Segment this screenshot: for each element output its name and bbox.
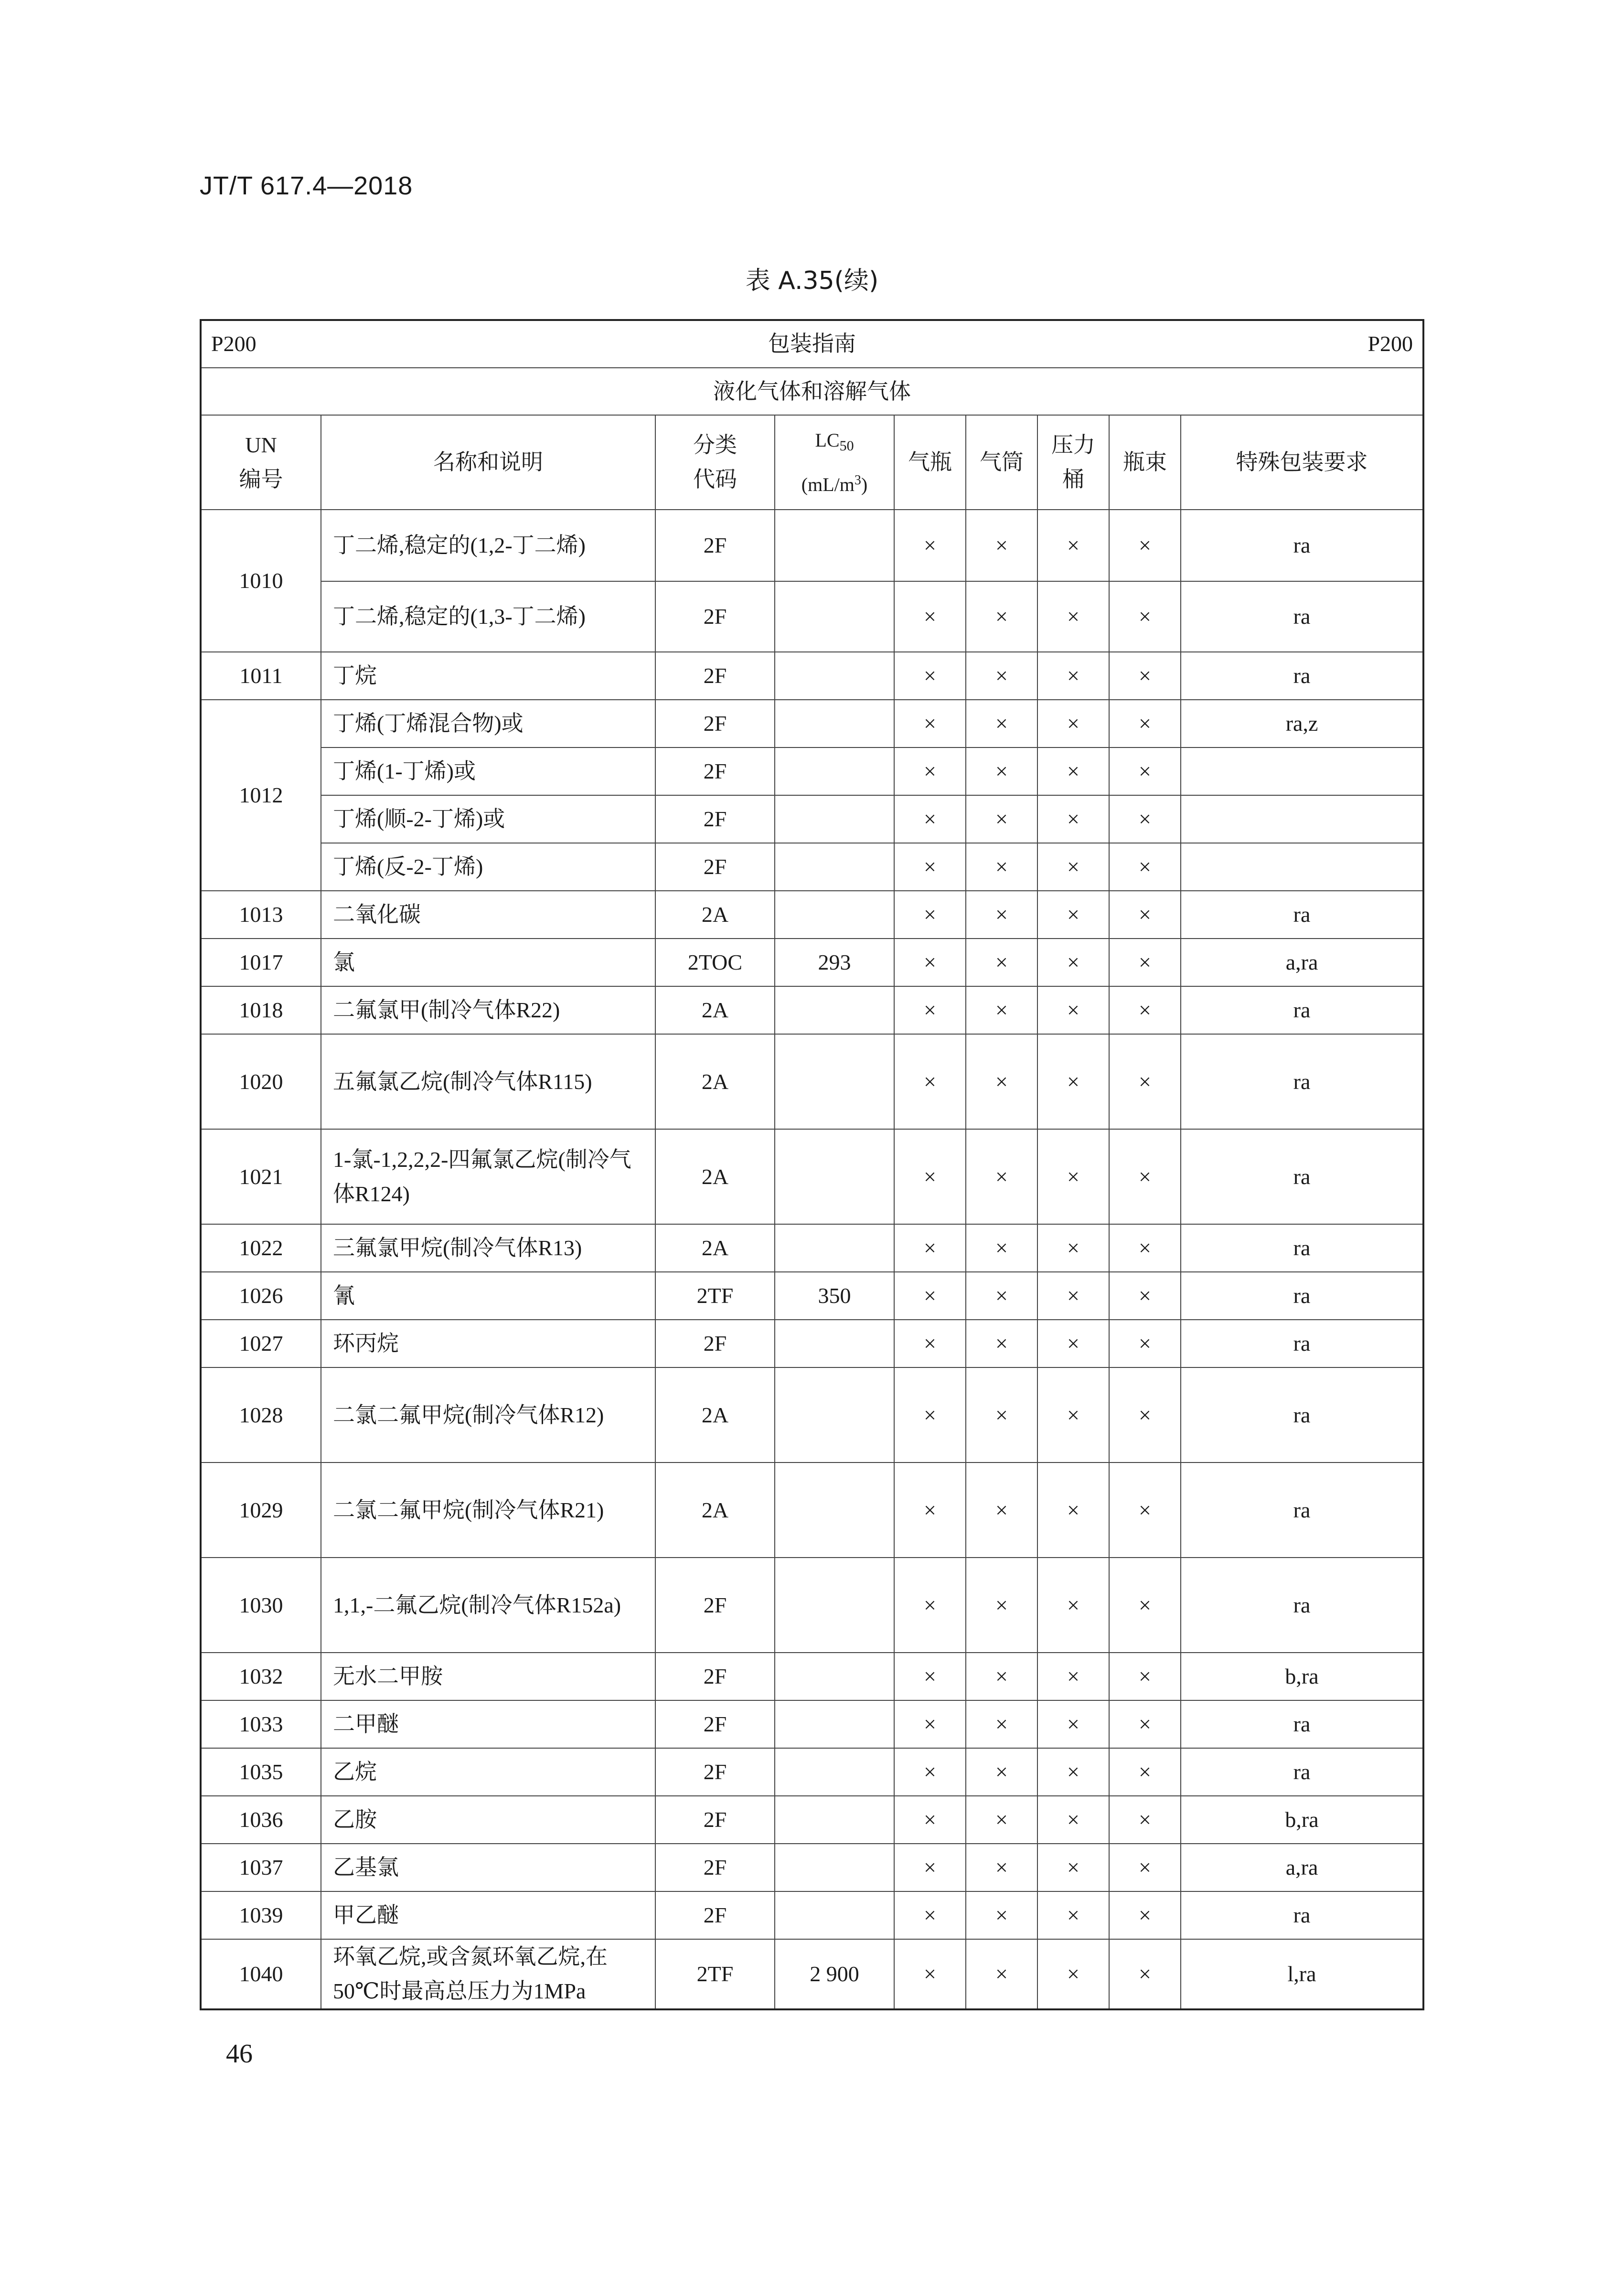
table-row bbox=[201, 652, 1423, 700]
cell-cylinder: × bbox=[894, 1463, 966, 1558]
instruction-code-left: P200 bbox=[211, 331, 256, 356]
cell-special: ra bbox=[1181, 1463, 1423, 1558]
cell-name: 丁烯(反-2-丁烯) bbox=[321, 843, 655, 891]
cell-un-number: 1010 bbox=[201, 510, 321, 652]
cell-un-number: 1017 bbox=[201, 939, 321, 986]
col-header-code: 分类 代码 bbox=[655, 415, 775, 510]
cell-lc50 bbox=[775, 510, 894, 581]
cell-code: 2F bbox=[655, 1320, 775, 1367]
cell-lc50 bbox=[775, 581, 894, 652]
cell-lc50 bbox=[775, 1034, 894, 1129]
cell-name: 无水二甲胺 bbox=[321, 1653, 655, 1700]
cell-tube: × bbox=[966, 1653, 1037, 1700]
cell-special: ra,z bbox=[1181, 700, 1423, 747]
cell-code: 2TOC bbox=[655, 939, 775, 986]
cell-name: 丁烷 bbox=[321, 652, 655, 700]
cell-lc50 bbox=[775, 1463, 894, 1558]
table-row bbox=[201, 843, 1423, 891]
cell-lc50 bbox=[775, 1748, 894, 1796]
cell-lc50 bbox=[775, 1700, 894, 1748]
cell-cylinder: × bbox=[894, 1700, 966, 1748]
cell-drum: × bbox=[1037, 1939, 1109, 2009]
table-row bbox=[201, 1939, 1423, 2009]
cell-cylinder: × bbox=[894, 1748, 966, 1796]
cell-un-number: 1032 bbox=[201, 1653, 321, 1700]
cell-lc50 bbox=[775, 1558, 894, 1653]
table-row bbox=[201, 1891, 1423, 1939]
packing-instruction-table bbox=[200, 319, 1424, 2010]
cell-special: ra bbox=[1181, 891, 1423, 939]
cell-code: 2A bbox=[655, 1129, 775, 1224]
cell-drum: × bbox=[1037, 1129, 1109, 1224]
cell-code: 2A bbox=[655, 986, 775, 1034]
cell-cylinder: × bbox=[894, 986, 966, 1034]
table-row bbox=[201, 700, 1423, 747]
cell-drum: × bbox=[1037, 1891, 1109, 1939]
cell-bundle: × bbox=[1109, 1700, 1181, 1748]
cell-cylinder: × bbox=[894, 510, 966, 581]
table-row bbox=[201, 747, 1423, 795]
cell-tube: × bbox=[966, 1272, 1037, 1320]
cell-drum: × bbox=[1037, 843, 1109, 891]
standard-code: JT/T 617.4—2018 bbox=[200, 171, 413, 200]
cell-lc50: 293 bbox=[775, 939, 894, 986]
cell-special: a,ra bbox=[1181, 939, 1423, 986]
cell-drum: × bbox=[1037, 747, 1109, 795]
cell-special: l,ra bbox=[1181, 1939, 1423, 2009]
cell-special: ra bbox=[1181, 1700, 1423, 1748]
table-row bbox=[201, 986, 1423, 1034]
cell-cylinder: × bbox=[894, 1844, 966, 1891]
cell-cylinder: × bbox=[894, 1796, 966, 1844]
instruction-code-right: P200 bbox=[1368, 331, 1413, 356]
cell-cylinder: × bbox=[894, 1891, 966, 1939]
cell-drum: × bbox=[1037, 1320, 1109, 1367]
cell-code: 2A bbox=[655, 1367, 775, 1463]
cell-special: ra bbox=[1181, 1320, 1423, 1367]
cell-cylinder: × bbox=[894, 891, 966, 939]
cell-tube: × bbox=[966, 747, 1037, 795]
cell-code: 2A bbox=[655, 1224, 775, 1272]
cell-cylinder: × bbox=[894, 795, 966, 843]
cell-code: 2F bbox=[655, 1796, 775, 1844]
col-header-cylinder: 气瓶 bbox=[894, 415, 966, 510]
cell-lc50: 2 900 bbox=[775, 1939, 894, 2009]
cell-name: 氯 bbox=[321, 939, 655, 986]
cell-tube: × bbox=[966, 1939, 1037, 2009]
cell-un-number: 1029 bbox=[201, 1463, 321, 1558]
cell-special: ra bbox=[1181, 510, 1423, 581]
cell-code: 2F bbox=[655, 1558, 775, 1653]
col-header-drum: 压力桶 bbox=[1037, 415, 1109, 510]
cell-tube: × bbox=[966, 1367, 1037, 1463]
cell-bundle: × bbox=[1109, 1939, 1181, 2009]
cell-code: 2F bbox=[655, 1700, 775, 1748]
cell-bundle: × bbox=[1109, 843, 1181, 891]
cell-bundle: × bbox=[1109, 1034, 1181, 1129]
cell-code: 2F bbox=[655, 843, 775, 891]
cell-lc50 bbox=[775, 891, 894, 939]
cell-drum: × bbox=[1037, 652, 1109, 700]
instruction-header-row bbox=[201, 320, 1423, 368]
cell-un-number: 1021 bbox=[201, 1129, 321, 1224]
cell-code: 2F bbox=[655, 1748, 775, 1796]
cell-tube: × bbox=[966, 795, 1037, 843]
table-row bbox=[201, 1796, 1423, 1844]
cell-name: 丁二烯,稳定的(1,2-丁二烯) bbox=[321, 510, 655, 581]
cell-code: 2F bbox=[655, 747, 775, 795]
table-row bbox=[201, 1844, 1423, 1891]
column-header-row bbox=[201, 415, 1423, 510]
cell-name: 丁烯(顺-2-丁烯)或 bbox=[321, 795, 655, 843]
cell-bundle: × bbox=[1109, 1367, 1181, 1463]
cell-special bbox=[1181, 795, 1423, 843]
cell-un-number: 1036 bbox=[201, 1796, 321, 1844]
cell-bundle: × bbox=[1109, 939, 1181, 986]
cell-lc50 bbox=[775, 652, 894, 700]
cell-special: b,ra bbox=[1181, 1796, 1423, 1844]
cell-bundle: × bbox=[1109, 1320, 1181, 1367]
cell-special: ra bbox=[1181, 1748, 1423, 1796]
cell-tube: × bbox=[966, 1034, 1037, 1129]
cell-cylinder: × bbox=[894, 747, 966, 795]
col-header-tube: 气筒 bbox=[966, 415, 1037, 510]
cell-name: 五氟氯乙烷(制冷气体R115) bbox=[321, 1034, 655, 1129]
cell-cylinder: × bbox=[894, 1367, 966, 1463]
cell-name: 二氧化碳 bbox=[321, 891, 655, 939]
cell-drum: × bbox=[1037, 1224, 1109, 1272]
cell-drum: × bbox=[1037, 1558, 1109, 1653]
cell-lc50 bbox=[775, 1224, 894, 1272]
cell-drum: × bbox=[1037, 700, 1109, 747]
table-row bbox=[201, 1700, 1423, 1748]
cell-drum: × bbox=[1037, 1034, 1109, 1129]
cell-name: 丁二烯,稳定的(1,3-丁二烯) bbox=[321, 581, 655, 652]
cell-name: 1,1,-二氟乙烷(制冷气体R152a) bbox=[321, 1558, 655, 1653]
page-number: 46 bbox=[226, 2039, 253, 2069]
cell-lc50 bbox=[775, 986, 894, 1034]
table-row bbox=[201, 1558, 1423, 1653]
cell-special: ra bbox=[1181, 1272, 1423, 1320]
section-title-row bbox=[201, 368, 1423, 415]
cell-code: 2TF bbox=[655, 1939, 775, 2009]
table-row bbox=[201, 1748, 1423, 1796]
cell-lc50 bbox=[775, 747, 894, 795]
cell-bundle: × bbox=[1109, 1653, 1181, 1700]
table-row bbox=[201, 795, 1423, 843]
cell-tube: × bbox=[966, 986, 1037, 1034]
cell-un-number: 1022 bbox=[201, 1224, 321, 1272]
cell-lc50 bbox=[775, 1796, 894, 1844]
col-header-un: UN 编号 bbox=[201, 415, 321, 510]
cell-tube: × bbox=[966, 939, 1037, 986]
cell-code: 2A bbox=[655, 1463, 775, 1558]
cell-code: 2F bbox=[655, 1653, 775, 1700]
table-row bbox=[201, 1272, 1423, 1320]
cell-code: 2A bbox=[655, 1034, 775, 1129]
cell-code: 2F bbox=[655, 510, 775, 581]
table-row bbox=[201, 939, 1423, 986]
cell-bundle: × bbox=[1109, 1748, 1181, 1796]
cell-drum: × bbox=[1037, 1463, 1109, 1558]
cell-un-number: 1030 bbox=[201, 1558, 321, 1653]
cell-cylinder: × bbox=[894, 1224, 966, 1272]
cell-name: 二氟氯甲(制冷气体R22) bbox=[321, 986, 655, 1034]
cell-name: 环丙烷 bbox=[321, 1320, 655, 1367]
cell-bundle: × bbox=[1109, 1891, 1181, 1939]
cell-lc50: 350 bbox=[775, 1272, 894, 1320]
cell-tube: × bbox=[966, 652, 1037, 700]
table-row bbox=[201, 1653, 1423, 1700]
cell-un-number: 1040 bbox=[201, 1939, 321, 2009]
cell-bundle: × bbox=[1109, 1129, 1181, 1224]
cell-drum: × bbox=[1037, 1844, 1109, 1891]
cell-code: 2F bbox=[655, 652, 775, 700]
cell-name: 氰 bbox=[321, 1272, 655, 1320]
cell-name: 环氧乙烷,或含氮环氧乙烷,在50℃时最高总压力为1MPa bbox=[321, 1939, 655, 2009]
cell-lc50 bbox=[775, 795, 894, 843]
cell-name: 乙烷 bbox=[321, 1748, 655, 1796]
cell-cylinder: × bbox=[894, 652, 966, 700]
cell-name: 二氯二氟甲烷(制冷气体R21) bbox=[321, 1463, 655, 1558]
cell-drum: × bbox=[1037, 939, 1109, 986]
cell-code: 2F bbox=[655, 700, 775, 747]
cell-tube: × bbox=[966, 1224, 1037, 1272]
cell-un-number: 1027 bbox=[201, 1320, 321, 1367]
cell-cylinder: × bbox=[894, 581, 966, 652]
cell-drum: × bbox=[1037, 795, 1109, 843]
table-row bbox=[201, 1463, 1423, 1558]
table-row bbox=[201, 1320, 1423, 1367]
cell-un-number: 1035 bbox=[201, 1748, 321, 1796]
cell-code: 2F bbox=[655, 581, 775, 652]
cell-name: 乙胺 bbox=[321, 1796, 655, 1844]
cell-special: ra bbox=[1181, 1891, 1423, 1939]
cell-tube: × bbox=[966, 1129, 1037, 1224]
col-header-name: 名称和说明 bbox=[321, 415, 655, 510]
table-row bbox=[201, 1129, 1423, 1224]
cell-lc50 bbox=[775, 843, 894, 891]
cell-code: 2A bbox=[655, 891, 775, 939]
cell-drum: × bbox=[1037, 1272, 1109, 1320]
cell-name: 二甲醚 bbox=[321, 1700, 655, 1748]
cell-drum: × bbox=[1037, 510, 1109, 581]
cell-special: ra bbox=[1181, 1558, 1423, 1653]
cell-name: 乙基氯 bbox=[321, 1844, 655, 1891]
cell-drum: × bbox=[1037, 581, 1109, 652]
cell-tube: × bbox=[966, 700, 1037, 747]
cell-special: ra bbox=[1181, 986, 1423, 1034]
cell-cylinder: × bbox=[894, 1034, 966, 1129]
cell-bundle: × bbox=[1109, 700, 1181, 747]
cell-code: 2F bbox=[655, 795, 775, 843]
cell-lc50 bbox=[775, 1653, 894, 1700]
cell-bundle: × bbox=[1109, 986, 1181, 1034]
instruction-title: 包装指南 bbox=[768, 331, 856, 356]
cell-tube: × bbox=[966, 1700, 1037, 1748]
cell-lc50 bbox=[775, 1367, 894, 1463]
cell-cylinder: × bbox=[894, 1558, 966, 1653]
cell-tube: × bbox=[966, 1558, 1037, 1653]
table-row bbox=[201, 1224, 1423, 1272]
cell-tube: × bbox=[966, 843, 1037, 891]
cell-name: 丁烯(1-丁烯)或 bbox=[321, 747, 655, 795]
cell-name: 丁烯(丁烯混合物)或 bbox=[321, 700, 655, 747]
cell-cylinder: × bbox=[894, 1653, 966, 1700]
cell-bundle: × bbox=[1109, 1224, 1181, 1272]
cell-drum: × bbox=[1037, 1367, 1109, 1463]
table-row bbox=[201, 891, 1423, 939]
cell-special bbox=[1181, 747, 1423, 795]
cell-tube: × bbox=[966, 1891, 1037, 1939]
cell-name: 二氯二氟甲烷(制冷气体R12) bbox=[321, 1367, 655, 1463]
cell-cylinder: × bbox=[894, 843, 966, 891]
cell-code: 2F bbox=[655, 1891, 775, 1939]
cell-tube: × bbox=[966, 891, 1037, 939]
cell-un-number: 1018 bbox=[201, 986, 321, 1034]
cell-name: 甲乙醚 bbox=[321, 1891, 655, 1939]
col-header-bundle: 瓶束 bbox=[1109, 415, 1181, 510]
section-title: 液化气体和溶解气体 bbox=[201, 368, 1423, 415]
cell-lc50 bbox=[775, 1320, 894, 1367]
cell-code: 2F bbox=[655, 1844, 775, 1891]
cell-bundle: × bbox=[1109, 1844, 1181, 1891]
cell-bundle: × bbox=[1109, 891, 1181, 939]
cell-special: b,ra bbox=[1181, 1653, 1423, 1700]
cell-drum: × bbox=[1037, 891, 1109, 939]
col-header-special: 特殊包装要求 bbox=[1181, 415, 1423, 510]
cell-lc50 bbox=[775, 1891, 894, 1939]
cell-un-number: 1026 bbox=[201, 1272, 321, 1320]
cell-lc50 bbox=[775, 700, 894, 747]
cell-bundle: × bbox=[1109, 510, 1181, 581]
cell-drum: × bbox=[1037, 1796, 1109, 1844]
cell-special: ra bbox=[1181, 581, 1423, 652]
cell-tube: × bbox=[966, 1463, 1037, 1558]
cell-drum: × bbox=[1037, 986, 1109, 1034]
cell-bundle: × bbox=[1109, 1272, 1181, 1320]
cell-un-number: 1037 bbox=[201, 1844, 321, 1891]
cell-bundle: × bbox=[1109, 1796, 1181, 1844]
cell-cylinder: × bbox=[894, 1939, 966, 2009]
table-row bbox=[201, 1367, 1423, 1463]
cell-bundle: × bbox=[1109, 795, 1181, 843]
cell-tube: × bbox=[966, 1748, 1037, 1796]
col-header-lc50: $LC_{50}$ $(mL/m^3)$ bbox=[775, 415, 894, 510]
cell-un-number: 1020 bbox=[201, 1034, 321, 1129]
cell-tube: × bbox=[966, 1320, 1037, 1367]
cell-drum: × bbox=[1037, 1700, 1109, 1748]
cell-bundle: × bbox=[1109, 747, 1181, 795]
cell-un-number: 1033 bbox=[201, 1700, 321, 1748]
cell-bundle: × bbox=[1109, 581, 1181, 652]
cell-bundle: × bbox=[1109, 652, 1181, 700]
cell-un-number: 1013 bbox=[201, 891, 321, 939]
cell-cylinder: × bbox=[894, 700, 966, 747]
cell-drum: × bbox=[1037, 1748, 1109, 1796]
cell-un-number: 1012 bbox=[201, 700, 321, 891]
table-row bbox=[201, 1034, 1423, 1129]
cell-bundle: × bbox=[1109, 1463, 1181, 1558]
cell-special: ra bbox=[1181, 1367, 1423, 1463]
cell-cylinder: × bbox=[894, 939, 966, 986]
cell-un-number: 1039 bbox=[201, 1891, 321, 1939]
cell-un-number: 1028 bbox=[201, 1367, 321, 1463]
cell-lc50 bbox=[775, 1129, 894, 1224]
cell-name: 1-氯-1,2,2,2-四氟氯乙烷(制冷气体R124) bbox=[321, 1129, 655, 1224]
table-caption: 表 A.35(续) bbox=[745, 267, 879, 295]
cell-bundle: × bbox=[1109, 1558, 1181, 1653]
table-row bbox=[201, 510, 1423, 581]
cell-special: a,ra bbox=[1181, 1844, 1423, 1891]
cell-tube: × bbox=[966, 581, 1037, 652]
cell-drum: × bbox=[1037, 1653, 1109, 1700]
cell-name: 三氟氯甲烷(制冷气体R13) bbox=[321, 1224, 655, 1272]
cell-special: ra bbox=[1181, 652, 1423, 700]
cell-tube: × bbox=[966, 1796, 1037, 1844]
cell-tube: × bbox=[966, 1844, 1037, 1891]
cell-tube: × bbox=[966, 510, 1037, 581]
cell-lc50 bbox=[775, 1844, 894, 1891]
cell-cylinder: × bbox=[894, 1272, 966, 1320]
cell-special: ra bbox=[1181, 1224, 1423, 1272]
table-row bbox=[201, 581, 1423, 652]
cell-cylinder: × bbox=[894, 1320, 966, 1367]
cell-un-number: 1011 bbox=[201, 652, 321, 700]
cell-special bbox=[1181, 843, 1423, 891]
cell-special: ra bbox=[1181, 1129, 1423, 1224]
cell-cylinder: × bbox=[894, 1129, 966, 1224]
cell-special: ra bbox=[1181, 1034, 1423, 1129]
cell-code: 2TF bbox=[655, 1272, 775, 1320]
